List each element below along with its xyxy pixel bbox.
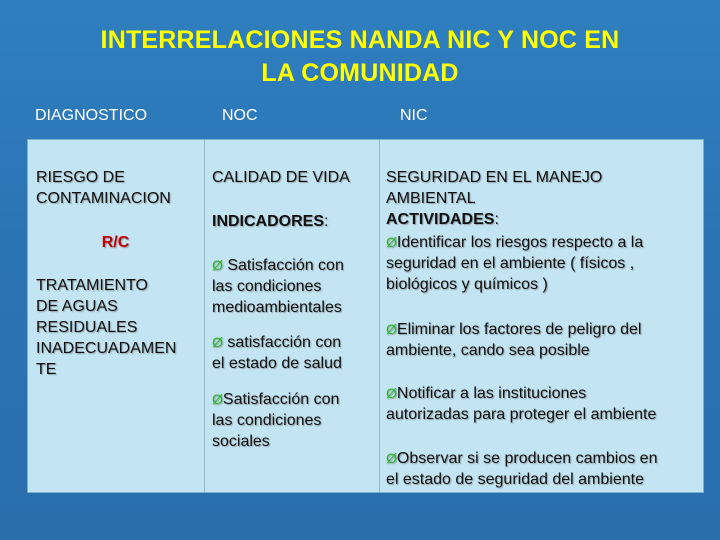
diagnostico-line: TRATAMIENTO <box>36 277 148 294</box>
activity-line: Observar si se producen cambios en <box>396 450 658 467</box>
nic-activity <box>386 319 641 361</box>
actividades-label: ACTIVIDADES <box>386 211 495 228</box>
green-arrow-bullet-icon: Ø <box>212 391 223 407</box>
noc-indicadores-heading <box>212 211 328 232</box>
indicadores-colon: : <box>324 213 329 230</box>
green-arrow-bullet-icon: Ø <box>386 234 397 250</box>
green-arrow-bullet-icon: Ø <box>212 257 223 273</box>
indicator-line: sociales <box>212 433 270 450</box>
diagnostico-line: RIESGO DE <box>36 169 125 186</box>
actividades-colon: : <box>494 211 499 228</box>
activity-line: Notificar a las instituciones <box>396 385 587 402</box>
title-line-1: INTERRELACIONES NANDA NIC Y NOC EN <box>100 26 620 54</box>
activity-line: autorizadas para proteger el ambiente <box>386 406 657 423</box>
diagnostico-line: RESIDUALES <box>36 319 138 336</box>
indicadores-label: INDICADORES <box>212 213 325 230</box>
diagnostico-column <box>28 140 203 492</box>
activity-line: seguridad en el ambiente ( físicos , <box>386 255 635 272</box>
interrelation-table <box>27 139 704 493</box>
nic-title <box>386 167 602 209</box>
indicator-line: Satisfacción con <box>222 391 340 408</box>
indicator-line: el estado de salud <box>212 355 342 372</box>
green-arrow-bullet-icon: Ø <box>386 321 397 337</box>
indicator-line: satisfacción con <box>227 334 342 351</box>
noc-indicator <box>212 255 344 318</box>
activity-line: Eliminar los factores de peligro del <box>396 321 642 338</box>
diagnostico-line: TE <box>36 361 57 378</box>
green-arrow-bullet-icon: Ø <box>212 334 223 350</box>
nic-column <box>379 140 703 492</box>
activity-line: Identificar los riesgos respecto a la <box>396 234 644 251</box>
title-line-2: LA COMUNIDAD <box>261 59 459 87</box>
diagnostico-line: DE AGUAS <box>36 298 118 315</box>
nic-activity <box>386 232 643 295</box>
nic-title-line: SEGURIDAD EN EL MANEJO <box>386 169 603 186</box>
activity-line: el estado de seguridad del ambiente <box>386 471 644 488</box>
noc-title: CALIDAD DE VIDA <box>212 169 350 186</box>
nic-activity <box>386 448 657 490</box>
diagnostico-cause <box>36 275 176 380</box>
indicator-line: las condiciones <box>212 278 322 295</box>
header-nic: NIC <box>400 107 428 124</box>
related-to-label: R/C <box>101 234 130 251</box>
green-arrow-bullet-icon: Ø <box>386 450 397 466</box>
diagnostico-title <box>36 167 171 209</box>
indicator-line: medioambientales <box>212 299 342 316</box>
page-title <box>40 24 680 90</box>
green-arrow-bullet-icon: Ø <box>386 385 397 401</box>
nic-title-line: AMBIENTAL <box>386 190 476 207</box>
nic-actividades-heading <box>386 209 499 230</box>
diagnostico-line: CONTAMINACION <box>36 190 171 207</box>
header-noc: NOC <box>222 107 258 124</box>
noc-column <box>204 140 379 492</box>
indicator-line: Satisfacción con <box>227 257 344 274</box>
noc-indicator <box>212 332 342 374</box>
indicator-line: las condiciones <box>212 412 322 429</box>
header-diagnostico: DIAGNOSTICO <box>35 107 148 124</box>
diagnostico-line: INADECUADAMEN <box>36 340 177 357</box>
activity-line: biológicos y químicos ) <box>386 276 548 293</box>
activity-line: ambiente, cando sea posible <box>386 342 590 359</box>
nic-activity <box>386 383 656 425</box>
noc-indicator <box>212 389 339 452</box>
